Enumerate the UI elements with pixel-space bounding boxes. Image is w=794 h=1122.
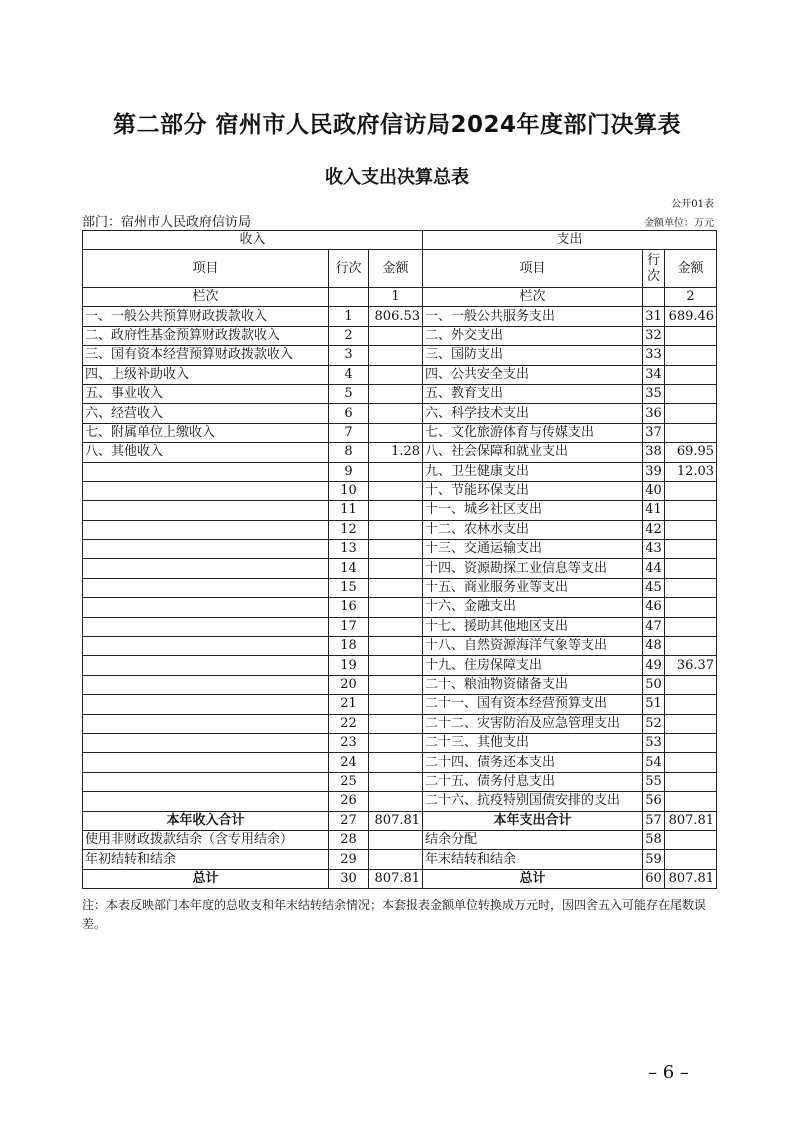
expense-row-cell: 54 [643, 753, 665, 772]
expense-row-cell: 37 [643, 423, 665, 442]
income-item-cell: 七、附属单位上缴收入 [83, 423, 329, 442]
income-row-cell: 30 [329, 869, 369, 888]
expense-row-cell: 57 [643, 811, 665, 830]
table-row [83, 404, 717, 423]
income-row-cell: 3 [329, 346, 369, 365]
table-row [83, 772, 717, 791]
income-amount-cell [369, 501, 423, 520]
income-row-cell: 11 [329, 501, 369, 520]
table-row [83, 443, 717, 462]
expense-amount-cell [665, 384, 717, 403]
income-row-cell: 13 [329, 540, 369, 559]
income-row-cell: 8 [329, 443, 369, 462]
income-amount-cell [369, 637, 423, 656]
table-row [83, 326, 717, 345]
blank-cell [329, 288, 369, 307]
income-amount-cell [369, 733, 423, 752]
income-item-cell [83, 772, 329, 791]
expense-row-cell: 38 [643, 443, 665, 462]
income-row-cell: 18 [329, 637, 369, 656]
income-row-header: 行次 [329, 250, 369, 288]
table-row [83, 830, 717, 849]
expense-item-cell: 二十五、债务付息支出 [423, 772, 643, 791]
income-row-cell: 1 [329, 307, 369, 326]
expense-row-cell: 44 [643, 559, 665, 578]
expense-item-cell: 十三、交通运输支出 [423, 540, 643, 559]
form-code: 公开01表 [671, 199, 714, 210]
table-row [83, 307, 717, 326]
table-row [83, 811, 717, 830]
income-item-cell [83, 733, 329, 752]
table-row [83, 792, 717, 811]
expense-amount-cell [665, 753, 717, 772]
table-row [83, 462, 717, 481]
department-label: 部门：宿州市人民政府信访局 [82, 215, 252, 230]
expense-amount-cell [665, 792, 717, 811]
expense-amount-cell [665, 346, 717, 365]
page-title: 第二部分 宿州市人民政府信访局2024年度部门决算表 [112, 112, 682, 138]
income-item-cell [83, 598, 329, 617]
income-amount-cell [369, 346, 423, 365]
expense-amount-cell: 807.81 [665, 869, 717, 888]
expense-amount-cell: 12.03 [665, 462, 717, 481]
expense-amount-cell [665, 714, 717, 733]
income-row-cell: 10 [329, 481, 369, 500]
expense-item-cell: 十九、住房保障支出 [423, 656, 643, 675]
income-amount-cell [369, 850, 423, 869]
income-item-cell: 总计 [83, 869, 329, 888]
income-amount-cell: 1.28 [369, 443, 423, 462]
table-row [83, 346, 717, 365]
table-row [83, 501, 717, 520]
expense-amount-cell [665, 695, 717, 714]
expense-item-cell: 十七、援助其他地区支出 [423, 617, 643, 636]
income-amount-cell [369, 520, 423, 539]
income-item-cell [83, 675, 329, 694]
income-amount-cell [369, 559, 423, 578]
expense-item-cell: 十五、商业服务业等支出 [423, 578, 643, 597]
income-row-cell: 28 [329, 830, 369, 849]
expense-item-cell: 七、文化旅游体育与传媒支出 [423, 423, 643, 442]
income-item-cell [83, 481, 329, 500]
income-amount-cell: 807.81 [369, 811, 423, 830]
expense-amount-cell: 36.37 [665, 656, 717, 675]
income-amount-cell [369, 384, 423, 403]
income-item-cell [83, 520, 329, 539]
income-row-cell: 22 [329, 714, 369, 733]
income-amount-cell [369, 423, 423, 442]
income-item-cell: 二、政府性基金预算财政拨款收入 [83, 326, 329, 345]
expense-amount-cell [665, 578, 717, 597]
income-row-cell: 9 [329, 462, 369, 481]
income-item-cell [83, 462, 329, 481]
expense-item-cell: 二十、粮油物资储备支出 [423, 675, 643, 694]
income-row-cell: 14 [329, 559, 369, 578]
page-number: – 6 – [648, 1062, 689, 1083]
expense-item-cell: 十四、资源勘探工业信息等支出 [423, 559, 643, 578]
expense-row-cell: 43 [643, 540, 665, 559]
income-row-cell: 26 [329, 792, 369, 811]
expense-amount-cell [665, 559, 717, 578]
expense-amount-cell [665, 772, 717, 791]
table-row [83, 637, 717, 656]
expense-item-header: 项目 [423, 250, 643, 288]
expense-item-cell: 十八、自然资源海洋气象等支出 [423, 637, 643, 656]
column-number-right: 2 [665, 288, 717, 307]
income-amount-cell [369, 714, 423, 733]
income-item-cell: 四、上级补助收入 [83, 365, 329, 384]
expense-row-cell: 52 [643, 714, 665, 733]
expense-row-cell: 33 [643, 346, 665, 365]
expense-item-cell: 二十三、其他支出 [423, 733, 643, 752]
expense-row-cell: 45 [643, 578, 665, 597]
income-item-cell: 八、其他收入 [83, 443, 329, 462]
expense-amount-cell: 69.95 [665, 443, 717, 462]
income-row-cell: 25 [329, 772, 369, 791]
income-row-cell: 5 [329, 384, 369, 403]
income-item-cell [83, 559, 329, 578]
expense-item-cell: 二十六、抗疫特别国债安排的支出 [423, 792, 643, 811]
expense-header: 支出 [423, 231, 717, 250]
income-header: 收入 [83, 231, 423, 250]
expense-item-cell: 十一、城乡社区支出 [423, 501, 643, 520]
income-amount-cell [369, 598, 423, 617]
expense-row-cell: 53 [643, 733, 665, 752]
expense-item-cell: 六、科学技术支出 [423, 404, 643, 423]
expense-amount-cell: 689.46 [665, 307, 717, 326]
income-item-cell: 一、一般公共预算财政拨款收入 [83, 307, 329, 326]
income-amount-cell [369, 462, 423, 481]
income-amount-cell: 807.81 [369, 869, 423, 888]
table-row [83, 384, 717, 403]
table-row [83, 520, 717, 539]
income-amount-cell [369, 695, 423, 714]
expense-row-cell: 55 [643, 772, 665, 791]
income-amount-cell [369, 753, 423, 772]
expense-amount-cell [665, 423, 717, 442]
table-row [83, 365, 717, 384]
income-row-cell: 24 [329, 753, 369, 772]
expense-amount-cell [665, 617, 717, 636]
table-row [83, 423, 717, 442]
expense-amount-cell [665, 481, 717, 500]
table-row [83, 656, 717, 675]
blank-cell [643, 288, 665, 307]
income-row-cell: 2 [329, 326, 369, 345]
expense-row-cell: 39 [643, 462, 665, 481]
income-item-cell [83, 501, 329, 520]
income-item-cell [83, 792, 329, 811]
expense-row-cell: 58 [643, 830, 665, 849]
income-amount-cell [369, 675, 423, 694]
income-row-cell: 7 [329, 423, 369, 442]
income-row-cell: 15 [329, 578, 369, 597]
expense-row-cell: 46 [643, 598, 665, 617]
expense-item-cell: 八、社会保障和就业支出 [423, 443, 643, 462]
expense-amount-header: 金额 [665, 250, 717, 288]
income-item-cell [83, 695, 329, 714]
income-item-cell [83, 753, 329, 772]
expense-row-header: 行次 [643, 250, 665, 288]
table-row [83, 559, 717, 578]
expense-item-cell: 十二、农林水支出 [423, 520, 643, 539]
income-item-cell: 年初结转和结余 [83, 850, 329, 869]
expense-amount-cell [665, 540, 717, 559]
table-row [83, 617, 717, 636]
expense-amount-cell [665, 520, 717, 539]
expense-row-cell: 60 [643, 869, 665, 888]
table-row [83, 481, 717, 500]
income-expense-table [82, 230, 717, 889]
expense-item-cell: 三、国防支出 [423, 346, 643, 365]
income-row-cell: 19 [329, 656, 369, 675]
expense-row-cell: 35 [643, 384, 665, 403]
expense-amount-cell [665, 326, 717, 345]
income-item-cell [83, 540, 329, 559]
table-row [83, 598, 717, 617]
expense-row-cell: 50 [643, 675, 665, 694]
income-item-cell [83, 656, 329, 675]
expense-amount-cell [665, 830, 717, 849]
expense-row-cell: 31 [643, 307, 665, 326]
column-label-left: 栏次 [83, 288, 329, 307]
expense-amount-cell [665, 637, 717, 656]
expense-row-cell: 51 [643, 695, 665, 714]
income-row-cell: 17 [329, 617, 369, 636]
income-amount-cell [369, 792, 423, 811]
income-item-cell [83, 578, 329, 597]
expense-amount-cell [665, 850, 717, 869]
column-number-left: 1 [369, 288, 423, 307]
income-row-cell: 29 [329, 850, 369, 869]
income-item-cell [83, 637, 329, 656]
expense-item-cell: 四、公共安全支出 [423, 365, 643, 384]
income-amount-cell [369, 326, 423, 345]
table-row [83, 714, 717, 733]
income-amount-cell [369, 540, 423, 559]
expense-amount-cell [665, 365, 717, 384]
income-amount-cell [369, 481, 423, 500]
expense-row-cell: 34 [643, 365, 665, 384]
expense-item-cell: 十六、金融支出 [423, 598, 643, 617]
income-item-cell: 五、事业收入 [83, 384, 329, 403]
expense-item-cell: 二十二、灾害防治及应急管理支出 [423, 714, 643, 733]
income-amount-cell [369, 656, 423, 675]
income-item-cell [83, 714, 329, 733]
expense-item-cell: 十、节能环保支出 [423, 481, 643, 500]
income-amount-cell [369, 830, 423, 849]
expense-row-cell: 32 [643, 326, 665, 345]
table-row [83, 850, 717, 869]
income-item-cell: 本年收入合计 [83, 811, 329, 830]
expense-amount-cell: 807.81 [665, 811, 717, 830]
table-row [83, 753, 717, 772]
expense-item-cell: 二十四、债务还本支出 [423, 753, 643, 772]
expense-item-cell: 本年支出合计 [423, 811, 643, 830]
income-row-cell: 16 [329, 598, 369, 617]
income-amount-cell [369, 772, 423, 791]
expense-amount-cell [665, 675, 717, 694]
income-amount-cell [369, 365, 423, 384]
expense-amount-cell [665, 501, 717, 520]
expense-row-cell: 48 [643, 637, 665, 656]
income-row-cell: 20 [329, 675, 369, 694]
income-amount-header: 金额 [369, 250, 423, 288]
expense-item-cell: 五、教育支出 [423, 384, 643, 403]
expense-row-cell: 59 [643, 850, 665, 869]
expense-row-cell: 49 [643, 656, 665, 675]
expense-row-cell: 41 [643, 501, 665, 520]
income-amount-cell: 806.53 [369, 307, 423, 326]
table-row [83, 695, 717, 714]
expense-row-cell: 56 [643, 792, 665, 811]
income-row-cell: 12 [329, 520, 369, 539]
expense-row-cell: 40 [643, 481, 665, 500]
table-row [83, 675, 717, 694]
expense-row-cell: 42 [643, 520, 665, 539]
table-row [83, 540, 717, 559]
expense-item-cell: 二十一、国有资本经营预算支出 [423, 695, 643, 714]
table-row [83, 578, 717, 597]
table-row [83, 869, 717, 888]
income-amount-cell [369, 404, 423, 423]
expense-item-cell: 二、外交支出 [423, 326, 643, 345]
income-amount-cell [369, 578, 423, 597]
amount-unit: 金额单位：万元 [644, 218, 714, 229]
income-item-cell: 六、经营收入 [83, 404, 329, 423]
footnote: 注：本表反映部门本年度的总收支和年末结转结余情况；本套报表金额单位转换成万元时，因四舍五入可能存在尾数误差。 [82, 898, 707, 931]
expense-item-cell: 结余分配 [423, 830, 643, 849]
expense-amount-cell [665, 733, 717, 752]
income-row-cell: 6 [329, 404, 369, 423]
income-row-cell: 21 [329, 695, 369, 714]
income-item-cell [83, 617, 329, 636]
expense-amount-cell [665, 598, 717, 617]
expense-amount-cell [665, 404, 717, 423]
expense-row-cell: 36 [643, 404, 665, 423]
income-item-cell: 使用非财政拨款结余（含专用结余） [83, 830, 329, 849]
income-amount-cell [369, 617, 423, 636]
income-row-cell: 27 [329, 811, 369, 830]
income-row-cell: 4 [329, 365, 369, 384]
column-label-right: 栏次 [423, 288, 643, 307]
table-title: 收入支出决算总表 [325, 167, 469, 188]
expense-item-cell: 年末结转和结余 [423, 850, 643, 869]
income-row-cell: 23 [329, 733, 369, 752]
income-item-cell: 三、国有资本经营预算财政拨款收入 [83, 346, 329, 365]
expense-item-cell: 一、一般公共服务支出 [423, 307, 643, 326]
expense-row-cell: 47 [643, 617, 665, 636]
expense-item-cell: 总计 [423, 869, 643, 888]
income-item-header: 项目 [83, 250, 329, 288]
expense-item-cell: 九、卫生健康支出 [423, 462, 643, 481]
table-row [83, 733, 717, 752]
